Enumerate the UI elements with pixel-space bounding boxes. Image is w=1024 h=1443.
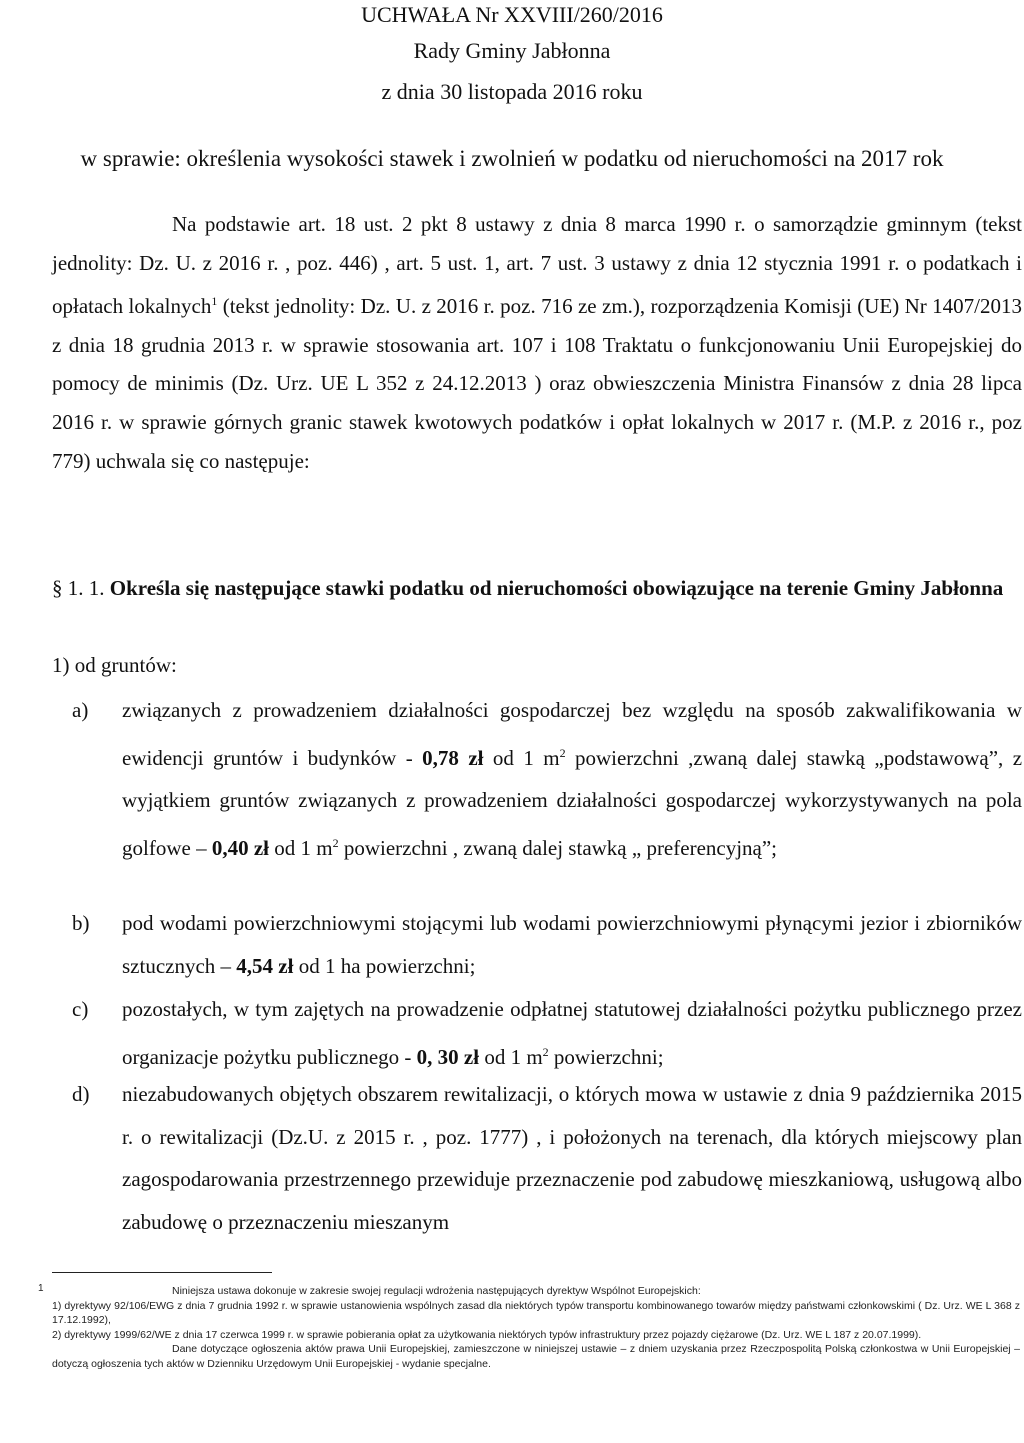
legal-basis-part1: Na podstawie art. 18 ust. 2 pkt 8 ustawy z dnia 8 marca 1990 r. o samorządzie gminnym (tekst jednolity: Dz. U. z 2016 r. , poz. 446) , art. 5 ust. 1, art. 7 ust. 3 ustawy z dnia 12 stycznia 1991 r. o podatkach i opłatach lokalnych [52,212,1022,319]
item-label: c) [72,997,89,1021]
footnote-intro: Niniejsza ustawa dokonuje w zakresie swojej regulacji wdrożenia następujących dyrektyw Wspólnot Europejskich: [172,1285,701,1297]
item-text: powierzchni , zwaną dalej stawką „ preferencyjną”; [338,835,778,860]
rate-value: 0,40 zł [211,835,269,860]
list-item-b [72,902,1022,987]
footnote-directive-1: 1) dyrektywy 92/106/EWG z dnia 7 grudnia 1992 r. w sprawie ustanowienia wspólnych zasad dla niektórych typów transportu kombinowanego towarów między państwami członkowskimi ( Dz. Urz. WE L 368 z 17.12.1992), [52,1299,1020,1327]
list-item-c [72,988,1022,1078]
superscript: 2 [332,835,339,850]
legal-basis-part2: (tekst jednolity: Dz. U. z 2016 r. poz. 716 ze zm.), rozporządzenia Komisji (UE) Nr 1407/2013 z dnia 18 grudnia 2013 r. w sprawie stosowania art. 107 i 108 Traktatu o funkcjonowaniu Unii Europejskiej do pomocy de minimis (Dz. Urz. UE L 352 z 24.12.2013 ) oraz obwieszczenia Ministra Finansów z dnia 28 lipca 2016 r. w sprawie górnych granic stawek kwotowych podatków i opłat lokalnych w 2017 r. (M.P. z 2016 r., poz 779) uchwala się co następuje: [52,294,1022,473]
resolution-date: z dnia 30 listopada 2016 roku [381,79,643,104]
land-section-label: 1) od gruntów: [52,653,177,677]
footnote-closing: Dane dotyczące ogłoszenia aktów prawa Unii Europejskiej, zamieszczone w niniejszej ustawie – z dniem uzyskania przez Rzeczpospolitą Polską członkostwa w Unii Europejskiej – dotyczą ogłoszenia tych aktów w Dzienniku Urzędowym Unii Europejskiej - wydanie specjalne. [52,1343,1020,1370]
resolution-number: UCHWAŁA Nr XXVIII/260/2016 [361,2,663,27]
council-name: Rady Gminy Jabłonna [413,38,611,63]
rate-value: 0, 30 zł [416,1044,480,1069]
item-text: od 1 m [483,745,560,770]
item-label: b) [72,911,90,935]
item-text: od 1 ha powierzchni; [293,953,476,978]
item-text: powierzchni ,zwaną dalej stawką „podstawową”, z wyjątkiem gruntów związanych z prowadzeniem działalności gospodarczej wykorzystywanych na pola golfowe – [122,745,1023,860]
rate-value: 4,54 zł [236,953,294,978]
footnote-mark: 1 [38,1283,44,1294]
resolution-subject: w sprawie: określenia wysokości stawek i zwolnień w podatku od nieruchomości na 2017 rok [80,146,944,171]
list-item-a [72,689,1023,869]
item-text: od 1 m [479,1044,543,1069]
footnote-directive-2: 2) dyrektywy 1999/62/WE z dnia 17 czerwca 1999 r. w sprawie pobierania opłat za użytkowania niektórych typów infrastruktury przez pojazdy ciężarowe (Dz. Urz. WE L 187 z 20.07.1999). [52,1328,922,1341]
list-item-d [72,1073,1022,1243]
item-text: związanych z prowadzeniem działalności gospodarczej bez względu na sposób zakwalifikowania w ewidencji gruntów i budynków - [122,698,1022,770]
paragraph-1 [52,564,1022,613]
item-text: pod wodami powierzchniowymi stojącymi lub wodami powierzchniowymi płynącymi jezior i zbiorników sztucznych – [122,911,1022,978]
item-label: d) [72,1082,90,1106]
superscript: 2 [542,1044,549,1059]
rate-value: 0,78 zł [422,745,484,770]
footnote-reference: 1 [211,294,218,309]
footnote [38,1283,1020,1372]
footnote-separator [52,1272,272,1273]
paragraph-heading: Określa się następujące stawki podatku od nieruchomości obowiązujące na terenie Gminy Jabłonna [109,576,1004,600]
item-text: powierzchni; [548,1044,664,1069]
item-text: pozostałych, w tym zajętych na prowadzenie odpłatnej statutowej działalności pożytku publicznego przez organizacje pożytku publicznego - [122,997,1022,1069]
legal-basis [52,205,1022,480]
item-text: od 1 m [268,835,333,860]
superscript: 2 [559,745,566,760]
item-label: a) [72,698,89,722]
item-text: niezabudowanych objętych obszarem rewitalizacji, o których mowa w ustawie z dnia 9 października 2015 r. o rewitalizacji (Dz.U. z 2015 r. , poz. 1777) , i położonych na terenach, dla których miejscowy plan zagospodarowania przestrzennego przewiduje przeznaczenie pod zabudowę mieszkaniową, usługową albo zabudowę o przeznaczeniu mieszanym [122,1082,1022,1234]
paragraph-number: § 1. 1. [52,576,105,600]
